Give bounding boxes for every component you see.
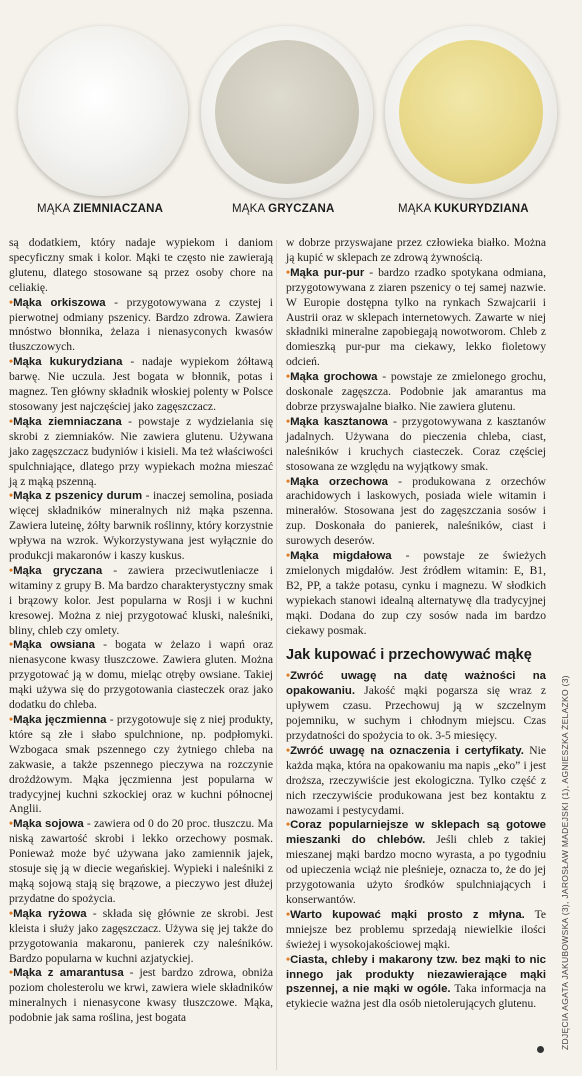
flour-entry: •Mąka pur-pur - bardzo rzadko spotykana odmiana, przygotowywana z ziaren pszenicy o tej samej nazwie. W Europie dostępna tylko na rynkach Szwajcarii i Austrii oraz w sklepach internetowych. Zawarte w niej składniki mineralne zapobiegają nowotworom. Chleb z domieszką pur-pur ma ciekawy, lekko fioletowy odcień. [286, 265, 546, 369]
flour-name: Mąka owsiana [13, 639, 95, 652]
corn-flour-bowl-image [385, 26, 557, 198]
flour-description: - nadaje wypiekom żółtawą barwę. Nie uczula. Jest bogata w błonnik, potas i magnez. Ten główny składnik włoskiej polenty w Polsce stosowany jest najczęściej jako zagęszczacz. [9, 355, 273, 413]
flour-entry: •Mąka ryżowa - składa się głównie ze skrobi. Jest kleista i służy jako zagęszczacz. Używa się jej także do przygotowania makaronu, panierek czy naleśników. Bardzo popularna w kuchni azjatyckiej. [9, 906, 273, 965]
flour-name: Mąka pur-pur [290, 266, 365, 279]
caption-prefix: MĄKA [37, 203, 70, 215]
right-column [286, 236, 546, 1012]
flour-entry: •Mąka orkiszowa - przygotowywana z czystej i pierwotnej odmiany pszenicy. Bardzo zdrowa. Zawiera mnóstwo błonnika, żelaza i nienasyconych kwasów tłuszczowych. [9, 295, 273, 354]
flour-name: Mąka gryczana [13, 564, 103, 577]
flour-entry: •Mąka grochowa - powstaje ze zmielonego grochu, doskonale zagęszcza. Podobnie jak amarantus ma dobrze przyswajalne białko. Nie zawiera glutenu. [286, 370, 546, 413]
caption-prefix: MĄKA [398, 203, 431, 215]
buying-tip: •Ciasta, chleby i makarony tzw. bez mąki to nic innego jak produkty niezawierające mąki pszennej, a nie mąki w ogóle. Taka informacja na etykiecie ważna jest dla osób nietolerujących glutenu. [286, 952, 546, 1011]
caption-potato-flour [37, 203, 163, 215]
flour-name: Mąka migdałowa [290, 550, 392, 563]
flour-name: Mąka kasztanowa [290, 415, 388, 428]
tip-lead: Zwróć uwagę na datę ważności na opakowaniu. [286, 670, 546, 698]
buying-tip: •Zwróć uwagę na oznaczenia i certyfikaty. Nie każda mąka, która na opakowaniu ma napis „eko” i jest droższa, rzeczywiście jest ekologiczna. Tylko część z nich rzeczywiście produkowana jest bez kontaktu z nawozami i pestycydami. [286, 743, 547, 817]
flour-entry: •Mąka ziemniaczana - powstaje z wydzielania się skrobi z ziemniaków. Nie zawiera glutenu. Używana jako zagęszczacz budyniów i kisieli. Ma też właściwości spulchniające, dlatego przy wypiekach można mieszać ją z mąką pszenną. [9, 414, 273, 488]
photo-credit: ZDJĘCIA AGATA JAKUBOWSKA (3), JAROSŁAW MADEJSKI (1), AGNIESZKA ŻELAZKO (3) [560, 675, 570, 1050]
flour-name: Mąka z pszenicy durum [13, 490, 143, 503]
tip-text: Taka informacja na etykiecie ważna jest dla osób nietolerujących glutenu. [286, 982, 546, 1011]
flour-entry: •Mąka gryczana - zawiera przeciwutleniacze i witaminy z grupy B. Ma bardzo charakterystyczny smak i brązowy kolor. Jest popularna w Rosji i w kuchni kresowej. Można z niej przygotować kluski, naleśniki, bliny, chleb czy omlety. [9, 563, 274, 637]
flour-entry: •Mąka kukurydziana - nadaje wypiekom żółtawą barwę. Nie uczula. Jest bogata w błonnik, potas i magnez. Ten główny składnik włoskiej polenty w Polsce stosowany jest najczęściej jako zagęszczacz. [9, 355, 273, 413]
caption-buckwheat-flour [232, 203, 335, 215]
caption-name: ZIEMNIACZANA [73, 203, 164, 215]
flour-description: - powstaje ze świeżych zmielonych migdałów. Jest źródłem witamin: E, B1, B2, PP, a także potasu, cynku i magnezu. W słodkich wypiekach stanowi idealną alternatywę dla tradycyjnej mąki. Dodana do zup czy sosów nada im bardzo ciekawy posmak. [286, 549, 546, 637]
tip-lead: Zwróć uwagę na oznaczenia i certyfikaty. [290, 744, 524, 757]
section-heading: Jak kupować i przechowywać mąkę [286, 647, 532, 664]
flour-name: Mąka sojowa [13, 818, 84, 831]
flour-description: - zawiera od 0 do 20 proc. tłuszczu. Ma niską zawartość skrobi i lekko orzechowy posmak. Ponieważ może być używana jako zamiennik jajek, stosuje się ją w diecie wegańskiej. Wypieki i naleśniki z mąką sojową stają się brązowe, a pieczywo jest dłużej przydatne do spożycia. [9, 817, 273, 905]
flour-entry: •Mąka z amarantusa - jest bardzo zdrowa, obniża poziom cholesterolu we krwi, zawiera wiele składników mineralnych i nienasycone kwasy tłuszczowe. Mąka, podobnie jak sama roślina, jest bogata [9, 966, 273, 1025]
flour-entry: •Mąka jęczmienna - przygotowuje się z niej produkty, które są złe i słabo spulchnione, np. podpłomyki. Wzbogaca smak pszennego czy żytniego chleba na zakwasie, a także pszennego pieczywa na rozczynie drożdżowym. Mąka jęczmienna jest popularna w tradycyjnej kuchni szkockiej oraz w kuchni północnej Anglii. [9, 713, 273, 816]
flour-description: - produkowana z orzechów arachidowych i laskowych, posiada wiele witamin i minerałów. Stosowana jest do zagęszczania sosów i zup. Doskonała do panierek, naleśników, ciast i surowych deserów. [286, 474, 546, 548]
column-divider [276, 240, 277, 1070]
flour-entry: •Mąka orzechowa - produkowana z orzechów arachidowych i laskowych, posiada wiele witamin i minerałów. Stosowana jest do zagęszczania sosów i zup. Doskonała do panierek, naleśników, ciast i surowych deserów. [286, 474, 546, 548]
buying-tip: •Zwróć uwagę na datę ważności na opakowaniu. Jakość mąki pogarsza się wraz z upływem czasu. Przechowuj ją w szczelnym pojemniku, w suchym i chłodnym miejscu. Czas przydatności do spożycia to ok. 3-5 miesięcy. [286, 669, 546, 742]
flour-entry: •Mąka z pszenicy durum - inaczej semolina, posiada więcej składników mineralnych niż mąka pszenna. Zawiera luteinę, żółty barwnik roślinny, który korzystnie wpływa na wzrok. Wykorzystywana jest wyłącznie do produkcji makaronów i kaszy kuskus. [9, 489, 274, 563]
flour-description: - bogata w żelazo i wapń oraz nienasycone kwasy tłuszczowe. Zawiera gluten. Można przygotować ją w domu, mieląc otręby owsiane. Takiej mąki używa się do przygotowania ciasteczek oraz jako dodatku do chleba. [9, 638, 273, 712]
flour-name: Mąka jęczmienna [13, 714, 107, 726]
left-column [9, 236, 273, 1026]
flour-name: Mąka grochowa [290, 371, 378, 384]
flour-description: - powstaje z wydzielania się skrobi z ziemniaków. Nie zawiera glutenu. Używana jako zagęszczacz budyniów i kisieli. Ma też właściwości spulchniające, dlatego przy wypiekach można mieszać ją z mąką pszenną. [9, 414, 273, 488]
buying-tip: •Warto kupować mąki prosto z młyna. Te mniejsze bez problemu sprzedają niewielkie ilości świeżej i wysokojakościowej mąki. [286, 907, 547, 951]
flour-entry: •Mąka migdałowa - powstaje ze świeżych zmielonych migdałów. Jest źródłem witamin: E, B1, B2, PP, a także potasu, cynku i magnezu. W słodkich wypiekach stanowi idealną alternatywę dla tradycyjnej mąki. Dodana do zup czy sosów nada im bardzo ciekawy posmak. [286, 549, 546, 637]
tip-lead: Ciasta, chleby i makarony tzw. bez mąki to nic innego jak produkty niezawierające mąki pszennej, a nie mąki w ogóle. [286, 953, 546, 996]
flour-entry: •Mąka kasztanowa - przygotowywana z kasztanów jadalnych. Używana do pieczenia chleba, ciast, naleśników i kruchych ciasteczek. Coraz częściej stosowana ze względu na wyjątkowy smak. [286, 414, 546, 473]
caption-prefix: MĄKA [232, 203, 265, 215]
tip-text: Te mniejsze bez problemu sprzedają niewielkie ilości świeżej i wysokojakościowej mąki. [286, 907, 547, 951]
tip-text: Jakość mąki pogarsza się wraz z upływem czasu. Przechowuj ją w szczelnym pojemniku, w suchym i chłodnym miejscu. Czas przydatności do spożycia to ok. 3-5 miesięcy. [286, 684, 546, 742]
tip-text: Nie każda mąka, która na opakowaniu ma napis „eko” i jest droższa, rzeczywiście jest ekologiczna. Tylko część z nich rzeczywiście produkowana jest bez kontaktu z nawozami i pestycydami. [286, 743, 547, 817]
flour-name: Mąka ziemniaczana [13, 415, 122, 428]
potato-flour-bowl-image [18, 26, 188, 196]
end-of-article-mark [537, 1046, 544, 1053]
flour-description: - przygotowuje się z niej produkty, które są złe i słabo spulchnione, np. podpłomyki. Wzbogaca smak pszennego czy żytniego chleba na zakwasie, a także pszennego pieczywa na rozczynie drożdżowym. Mąka jęczmienna jest popularna w tradycyjnej kuchni szkockiej oraz w kuchni północnej Anglii. [9, 713, 273, 816]
flour-entry: •Mąka owsiana - bogata w żelazo i wapń oraz nienasycone kwasy tłuszczowe. Zawiera gluten. Można przygotować ją w domu, mieląc otręby owsiane. Takiej mąki używa się do przygotowania ciasteczek oraz jako dodatku do chleba. [9, 638, 273, 712]
flour-bowls [0, 0, 582, 232]
flour-name: Mąka z amarantusa [13, 967, 124, 980]
flour-description: - przygotowywana z kasztanów jadalnych. Używana do pieczenia chleba, ciast, naleśników i kruchych ciasteczek. Coraz częściej stosowana ze względu na wyjątkowy smak. [286, 414, 546, 473]
flour-name: Mąka ryżowa [13, 907, 87, 920]
flour-description: - powstaje ze zmielonego grochu, doskonale zagęszcza. Podobnie jak amarantus ma dobrze przyswajalne białko. Nie zawiera glutenu. [286, 370, 546, 413]
right-intro-paragraph: w dobrze przyswajane przez człowieka białko. Można ją kupić w sklepach ze zdrową żywnością. [286, 236, 546, 264]
buying-tip: •Coraz popularniejsze w sklepach są gotowe mieszanki do chlebów. Jeśli chleb z takiej mieszanej mąki bardzo mocno wyrasta, a po tygodniu od upieczenia wciąż nie pleśnieje, oznacza to, że do jej przygotowania użyto środków spulchniających i konserwantów. [286, 818, 546, 906]
left-intro-paragraph: są dodatkiem, który nadaje wypiekom i daniom specyficzny smak i kolor. Mąki te często nie zawierają glutenu, dlatego stosowane są przez osoby chore na celiakię. [9, 236, 273, 294]
flour-description: - zawiera przeciwutleniacze i witaminy z grupy B. Ma bardzo charakterystyczny smak i brązowy kolor. Jest popularna w Rosji i w kuchni kresowej. Można z niej przygotować kluski, naleśniki, bliny, chleb czy omlety. [9, 563, 274, 637]
flour-entry: •Mąka sojowa - zawiera od 0 do 20 proc. tłuszczu. Ma niską zawartość skrobi i lekko orzechowy posmak. Ponieważ może być używana jako zamiennik jajek, stosuje się ją w diecie wegańskiej. Wypieki i naleśniki z mąką sojową stają się brązowe, a pieczywo jest dłużej przydatne do spożycia. [9, 817, 273, 905]
flour-description: - składa się głównie ze skrobi. Jest kleista i służy jako zagęszczacz. Używa się jej także do przygotowania makaronu, panierek czy naleśników. Bardzo popularna w kuchni azjatyckiej. [9, 906, 273, 965]
tip-lead: Coraz popularniejsze w sklepach są gotowe mieszanki do chlebów. [286, 819, 546, 847]
flour-name: Mąka orkiszowa [13, 296, 106, 309]
flour-name: Mąka orzechowa [290, 475, 388, 488]
caption-corn-flour [398, 203, 529, 215]
tip-lead: Warto kupować mąki prosto z młyna. [290, 908, 525, 921]
flour-description: - przygotowywana z czystej i pierwotnej odmiany pszenicy. Bardzo zdrowa. Zawiera mnóstwo błonnika, żelaza i nienasyconych kwasów tłuszczowych. [9, 295, 273, 354]
flour-description: - inaczej semolina, posiada więcej składników mineralnych niż mąka pszenna. Zawiera luteinę, żółty barwnik roślinny, który korzystnie wpływa na wzrok. Wykorzystywana jest wyłącznie do produkcji makaronów i kaszy kuskus. [9, 489, 274, 563]
caption-name: GRYCZANA [268, 203, 335, 215]
flour-name: Mąka kukurydziana [13, 356, 123, 369]
flour-description: - bardzo rzadko spotykana odmiana, przygotowywana z ziaren pszenicy o tej samej nazwie. W Europie dostępna tylko na rynkach Szwajcarii i Austrii oraz w sklepach internetowych. Zawarte w niej składniki mineralne zapobiegają nowotworom. Chleb z domieszką pur-pur ma ciekawy, lekko fioletowy odcień. [286, 265, 546, 369]
flour-description: - jest bardzo zdrowa, obniża poziom cholesterolu we krwi, zawiera wiele składników mineralnych i nienasycone kwasy tłuszczowe. Mąka, podobnie jak sama roślina, jest bogata [9, 966, 273, 1025]
caption-name: KUKURYDZIANA [434, 203, 529, 215]
buckwheat-flour-bowl-image [201, 26, 373, 198]
tip-text: Jeśli chleb z takiej mieszanej mąki bardzo mocno wyrasta, a po tygodniu od upieczenia wciąż nie pleśnieje, oznacza to, że do jej przygotowania użyto środków spulchniających i konserwantów. [286, 833, 546, 906]
